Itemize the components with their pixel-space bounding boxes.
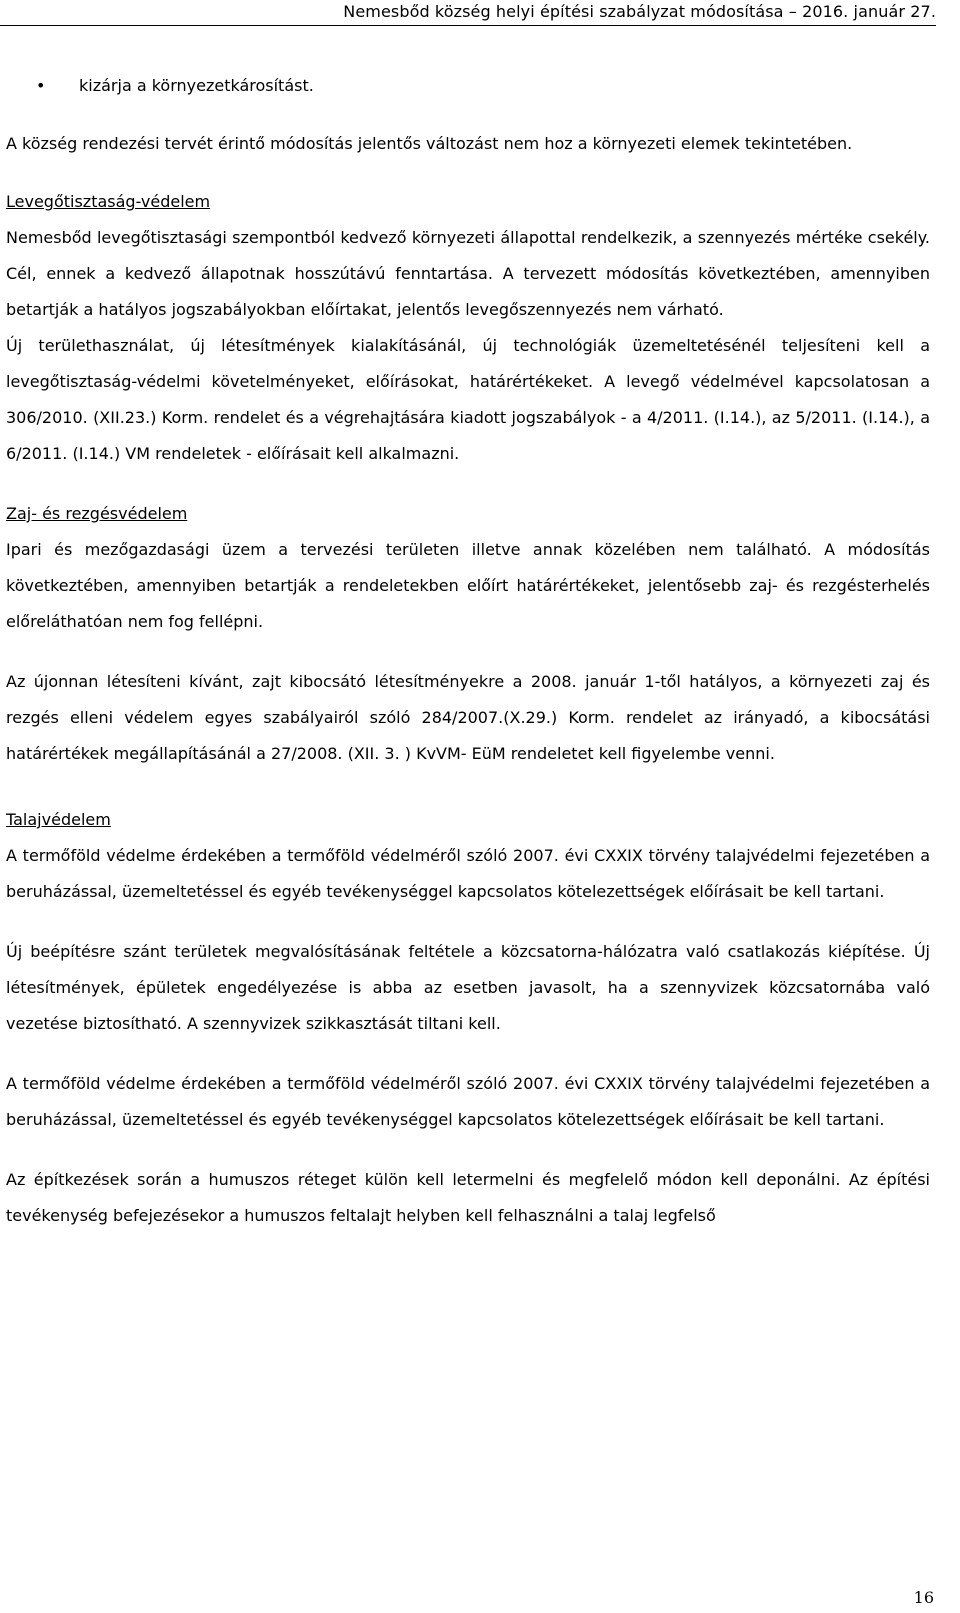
document-body <box>6 68 930 1234</box>
list-item-text: kizárja a környezetkárosítást. <box>79 76 314 95</box>
document-title: Nemesbőd község helyi építési szabályzat módosítása – 2016. január 27. <box>343 2 936 21</box>
noise-paragraph-1: Ipari és mezőgazdasági üzem a tervezési területen illetve annak közelében nem található. A módosítás következtében, amennyiben betartják a rendeletekben előírt határértékeket, jelentősebb zaj- és rezgésterhelés előreláthatóan nem fog fellépni. <box>6 540 930 631</box>
bullet-icon: • <box>36 76 46 95</box>
soil-paragraph-4: Az építkezések során a humuszos réteget külön kell letermelni és megfelelő módon kell deponálni. Az építési tevékenység befejezésekor a humuszos feltalajt helyben kell felhasználni a talaj legfelső <box>6 1170 930 1225</box>
section-title-air: Levegőtisztaság-védelem <box>6 192 211 211</box>
air-paragraph-1: Nemesbőd levegőtisztasági szempontból kedvező környezeti állapottal rendelkezik, a szennyezés mértéke csekély. Cél, ennek a kedvező állapotnak hosszútávú fenntartása. A tervezett módosítás következtében, amennyiben betartják a hatályos jogszabályokban előírtakat, jelentős levegőszennyezés nem várható. <box>6 228 930 319</box>
bullet-list <box>6 68 930 104</box>
section-title-noise: Zaj- és rezgésvédelem <box>6 504 188 523</box>
page-header <box>0 2 936 26</box>
noise-paragraph-2: Az újonnan létesíteni kívánt, zajt kibocsátó létesítményekre a 2008. január 1-től hatályos, a környezeti zaj és rezgés elleni védelem egyes szabályairól szóló 284/2007.(X.29.) Korm. rendelet az irányadó, a kibocsátási határértékek megállapításánál a 27/2008. (XII. 3. ) KvVM- EüM rendeletet kell figyelembe venni. <box>6 672 930 763</box>
list-item <box>6 68 930 104</box>
intro-paragraph: A község rendezési tervét érintő módosítás jelentős változást nem hoz a környezeti elemek tekintetében. <box>6 134 853 153</box>
soil-paragraph-1: A termőföld védelme érdekében a termőföld védelméről szóló 2007. évi CXXIX törvény talajvédelmi fejezetében a beruházással, üzemeltetéssel és egyéb tevékenységgel kapcsolatos kötelezettségek előírásait be kell tartani. <box>6 846 930 901</box>
soil-paragraph-2: Új beépítésre szánt területek megvalósításának feltétele a közcsatorna-hálózatra való csatlakozás kiépítése. Új létesítmények, épületek engedélyezése is abba az esetben javasolt, ha a szennyvizek közcsatornába való vezetése biztosítható. A szennyvizek szikkasztását tiltani kell. <box>6 942 930 1033</box>
section-title-soil: Talajvédelem <box>6 810 111 829</box>
page-number: 16 <box>913 1588 934 1607</box>
air-paragraph-2: Új területhasználat, új létesítmények kialakításánál, új technológiák üzemeltetésénél teljesíteni kell a levegőtisztaság-védelmi követelményeket, előírásokat, határértékeket. A levegő védelmével kapcsolatosan a 306/2010. (XII.23.) Korm. rendelet és a végrehajtására kiadott jogszabályok - a 4/2011. (I.14.), az 5/2011. (I.14.), a 6/2011. (I.14.) VM rendeletek - előírásait kell alkalmazni. <box>6 336 930 463</box>
soil-paragraph-3: A termőföld védelme érdekében a termőföld védelméről szóló 2007. évi CXXIX törvény talajvédelmi fejezetében a beruházással, üzemeltetéssel és egyéb tevékenységgel kapcsolatos kötelezettségek előírásait be kell tartani. <box>6 1074 930 1129</box>
